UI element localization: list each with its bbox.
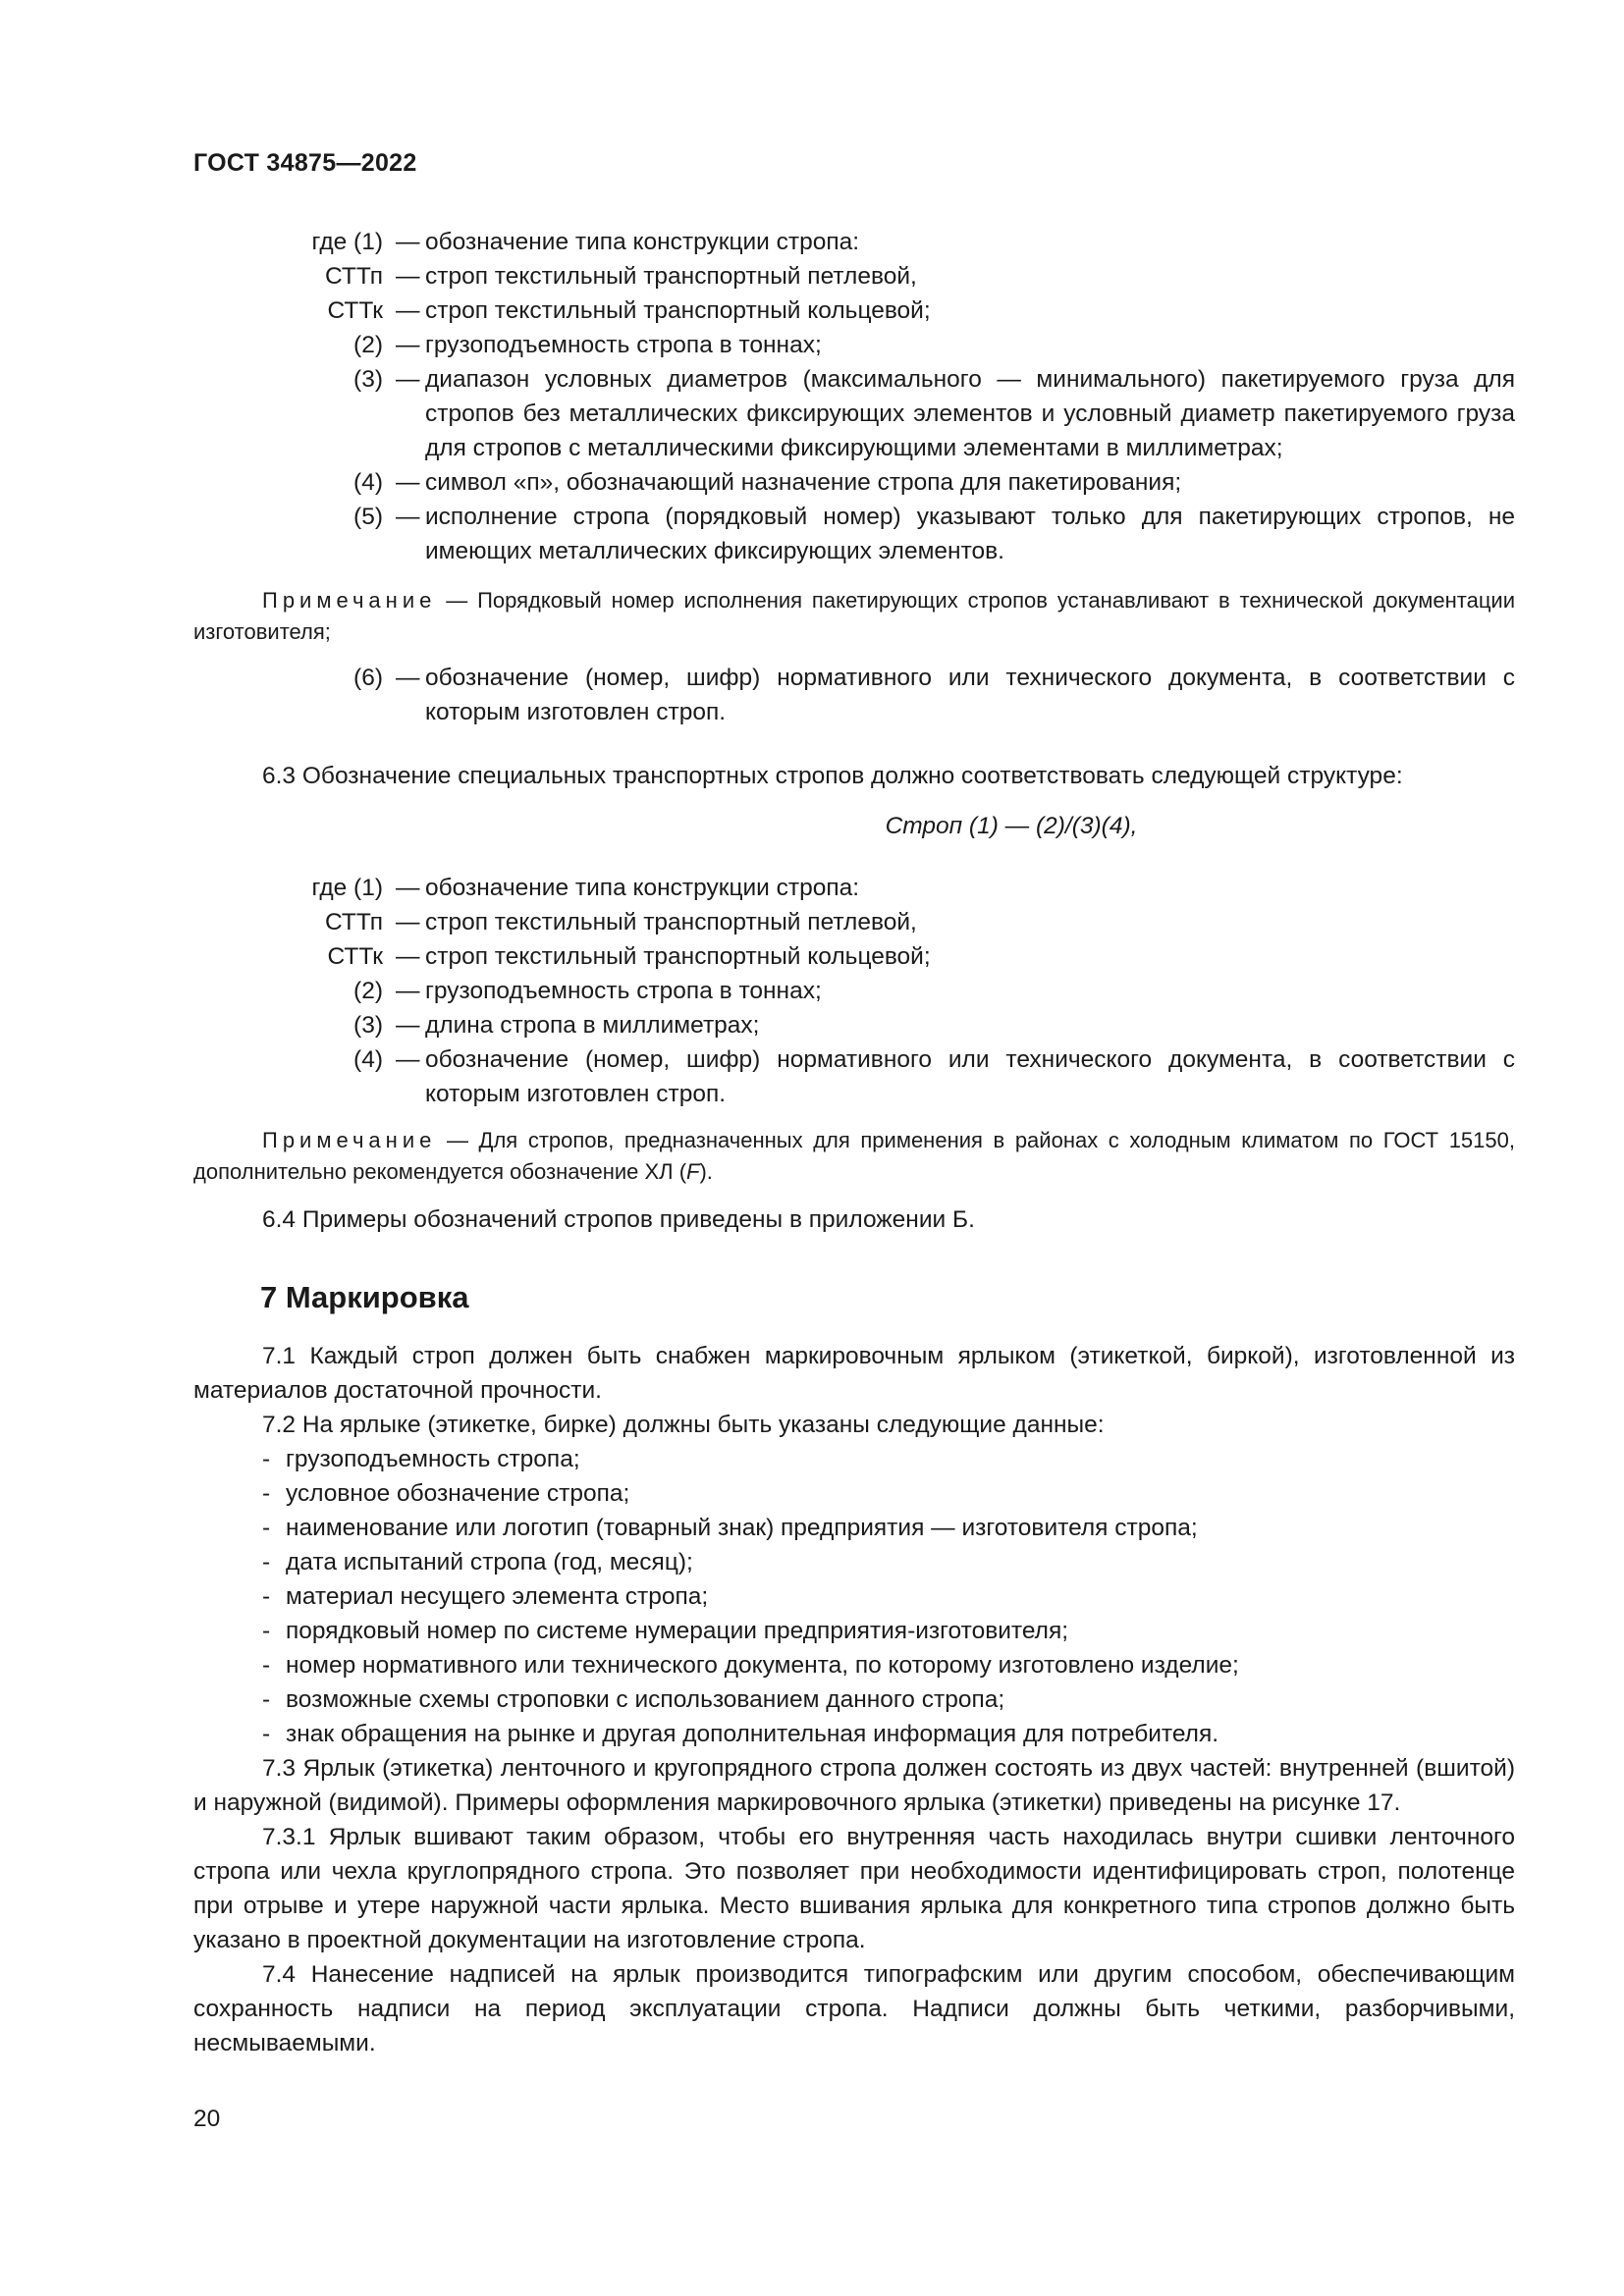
page-number: 20 [193, 2106, 221, 2132]
bullet-mark: - [262, 1686, 271, 1713]
note-2 [193, 1125, 1515, 1188]
definition-term: где (1) [311, 875, 383, 901]
definition-text: исполнение стропа (порядковый номер) указывают только для пакетирующих стропов, не имеющих металлических фиксирующих элементов. [425, 504, 1515, 564]
bullet-mark: - [262, 1446, 271, 1472]
definition-item: (3) — диапазон условных диаметров (максимального — минимального) пакетируемого груза для стропов без металлических фиксирующих элементов и условный диаметр пакетируемого груза для стропов с металлическими фиксирующими элементами в миллиметрах; [193, 362, 1515, 465]
section-7-body [193, 1339, 1515, 2060]
definition-item: (3) — длина стропа в миллиметрах; [193, 1008, 1515, 1042]
note-text-end: ). [699, 1159, 713, 1184]
list-item-text: материал несущего элемента стропа; [286, 1583, 709, 1610]
definition-item: (4) — обозначение (номер, шифр) нормативного или технического документа, в соответствии с которым изготовлен строп. [193, 1042, 1515, 1111]
paragraph-6-4: 6.4 Примеры обозначений стропов приведены в приложении Б. [262, 1206, 975, 1233]
definition-text: длина стропа в миллиметрах; [425, 1012, 760, 1039]
list-item [193, 1476, 1515, 1511]
list-item [193, 1545, 1515, 1579]
definition-item: где (1) — обозначение типа конструкции стропа: [193, 871, 1515, 905]
list-item [193, 1717, 1515, 1751]
definition-item: СТТп — строп текстильный транспортный петлевой, [193, 259, 1515, 294]
note-1 [193, 585, 1515, 648]
definition-item: СТТк — строп текстильный транспортный кольцевой; [193, 939, 1515, 974]
list-item-text: условное обозначение стропа; [286, 1480, 630, 1507]
definition-item: (2) — грузоподъемность стропа в тоннах; [193, 328, 1515, 362]
list-item-text: дата испытаний стропа (год, месяц); [286, 1549, 693, 1575]
definitions-block-2 [193, 871, 1515, 1111]
definition-text: обозначение (номер, шифр) нормативного или технического документа, в соответствии с которым изготовлен строп. [425, 1046, 1515, 1107]
definition-item: СТТк — строп текстильный транспортный кольцевой; [193, 294, 1515, 328]
definition-term: (5) [353, 504, 383, 530]
bullet-mark: - [262, 1480, 271, 1507]
definition-term: СТТп [324, 909, 383, 935]
list-item-text: порядковый номер по системе нумерации предприятия-изготовителя; [286, 1618, 1069, 1644]
definition-term: (2) [353, 332, 383, 358]
definition-term: (6) [353, 665, 383, 691]
bullet-mark: - [262, 1583, 271, 1610]
definition-text: грузоподъемность стропа в тоннах; [425, 978, 822, 1004]
list-item [193, 1648, 1515, 1682]
definition-item: где (1) — обозначение типа конструкции стропа: [193, 225, 1515, 259]
definition-term: (3) [353, 366, 383, 393]
list-item-text: номер нормативного или технического документа, по которому изготовлено изделие; [286, 1652, 1239, 1679]
definition-item: (4) — символ «п», обозначающий назначение стропа для пакетирования; [193, 465, 1515, 500]
bullet-mark: - [262, 1721, 271, 1747]
list-item-text: знак обращения на рынке и другая дополнительная информация для потребителя. [286, 1721, 1219, 1747]
definitions-block-1b [193, 661, 1515, 729]
designation-formula: Строп (1) — (2)/(3)(4), [885, 813, 1138, 839]
definition-text: обозначение типа конструкции стропа: [425, 875, 860, 901]
bullet-mark: - [262, 1549, 271, 1575]
definition-term: где (1) [311, 229, 383, 255]
definition-item: СТТп — строп текстильный транспортный петлевой, [193, 905, 1515, 939]
list-item-text: грузоподъемность стропа; [286, 1446, 580, 1472]
note-symbol: F [686, 1159, 700, 1184]
bullet-mark: - [262, 1618, 271, 1644]
definition-term: (3) [353, 1012, 383, 1039]
definition-text: строп текстильный транспортный петлевой, [425, 263, 917, 290]
section-title: 7 Маркировка [260, 1280, 469, 1314]
list-item [193, 1579, 1515, 1614]
definition-term: (4) [353, 469, 383, 496]
list-item [193, 1614, 1515, 1648]
paragraph-6-3: 6.3 Обозначение специальных транспортных стропов должно соответствовать следующей структуре: [262, 763, 1403, 789]
definition-term: СТТк [327, 943, 383, 970]
note-text: — Для стропов, предназначенных для применения в районах с холодным климатом по ГОСТ 15150, дополнительно рекомендуется обозначение ХЛ ( [193, 1128, 1515, 1184]
definition-text: диапазон условных диаметров (максимального — минимального) пакетируемого груза для стропов без металлических фиксирующих элементов и условный диаметр пакетируемого груза для стропов с металлическими фиксирующими элементами в миллиметрах; [425, 366, 1515, 461]
list-item [193, 1511, 1515, 1545]
definition-item: (6) — обозначение (номер, шифр) нормативного или технического документа, в соответствии с которым изготовлен строп. [193, 661, 1515, 729]
paragraph-7-2: 7.2 На ярлыке (этикетке, бирке) должны быть указаны следующие данные: [262, 1412, 1105, 1438]
definition-item: (5) — исполнение стропа (порядковый номер) указывают только для пакетирующих стропов, не имеющих металлических фиксирующих элементов. [193, 500, 1515, 568]
definition-text: обозначение (номер, шифр) нормативного или технического документа, в соответствии с которым изготовлен строп. [425, 665, 1515, 725]
definition-text: строп текстильный транспортный кольцевой; [425, 297, 931, 324]
paragraph-7-3: 7.3 Ярлык (этикетка) ленточного и кругопрядного стропа должен состоять из двух частей: внутренней (вшитой) и наружной (видимой). Примеры оформления маркировочного ярлыка (этикетки) приведены на рисунке 17. [193, 1755, 1515, 1816]
document-header: ГОСТ 34875—2022 [193, 149, 417, 177]
note-text: — Порядковый номер исполнения пакетирующих стропов устанавливают в технической документации изготовителя; [193, 588, 1515, 644]
definition-text: строп текстильный транспортный кольцевой; [425, 943, 931, 970]
note-label: Примечание [262, 588, 437, 613]
note-label: Примечание [262, 1128, 437, 1152]
bullet-mark: - [262, 1652, 271, 1679]
definition-term: СТТп [324, 263, 383, 290]
definition-item: (2) — грузоподъемность стропа в тоннах; [193, 974, 1515, 1008]
paragraph-7-1: 7.1 Каждый строп должен быть снабжен маркировочным ярлыком (этикеткой, биркой), изготовленной из материалов достаточной прочности. [193, 1343, 1515, 1404]
paragraph-7-3-1: 7.3.1 Ярлык вшивают таким образом, чтобы его внутренняя часть находилась внутри сшивки ленточного стропа или чехла круглопрядного стропа. Это позволяет при необходимости идентифицировать строп, полотенце при отрыве и утере наружной части ярлыка. Место вшивания ярлыка для конкретного типа стропов должно быть указано в проектной документации на изготовление стропа. [193, 1824, 1515, 1953]
bullet-mark: - [262, 1515, 271, 1541]
list-item [193, 1682, 1515, 1717]
definition-term: СТТк [327, 297, 383, 324]
list-item-text: наименование или логотип (товарный знак) предприятия — изготовителя стропа; [286, 1515, 1198, 1541]
definition-text: строп текстильный транспортный петлевой, [425, 909, 917, 935]
list-item [193, 1442, 1515, 1476]
definition-term: (2) [353, 978, 383, 1004]
list-item-text: возможные схемы строповки с использованием данного стропа; [286, 1686, 1005, 1713]
definition-text: обозначение типа конструкции стропа: [425, 229, 860, 255]
definition-term: (4) [353, 1046, 383, 1073]
definition-text: грузоподъемность стропа в тоннах; [425, 332, 822, 358]
definition-text: символ «п», обозначающий назначение стропа для пакетирования; [425, 469, 1182, 496]
paragraph-7-4: 7.4 Нанесение надписей на ярлык производится типографским или другим способом, обеспечивающим сохранность надписи на период эксплуатации стропа. Надписи должны быть четкими, разборчивыми, несмываемыми. [193, 1961, 1515, 2056]
definitions-block-1 [193, 225, 1515, 568]
